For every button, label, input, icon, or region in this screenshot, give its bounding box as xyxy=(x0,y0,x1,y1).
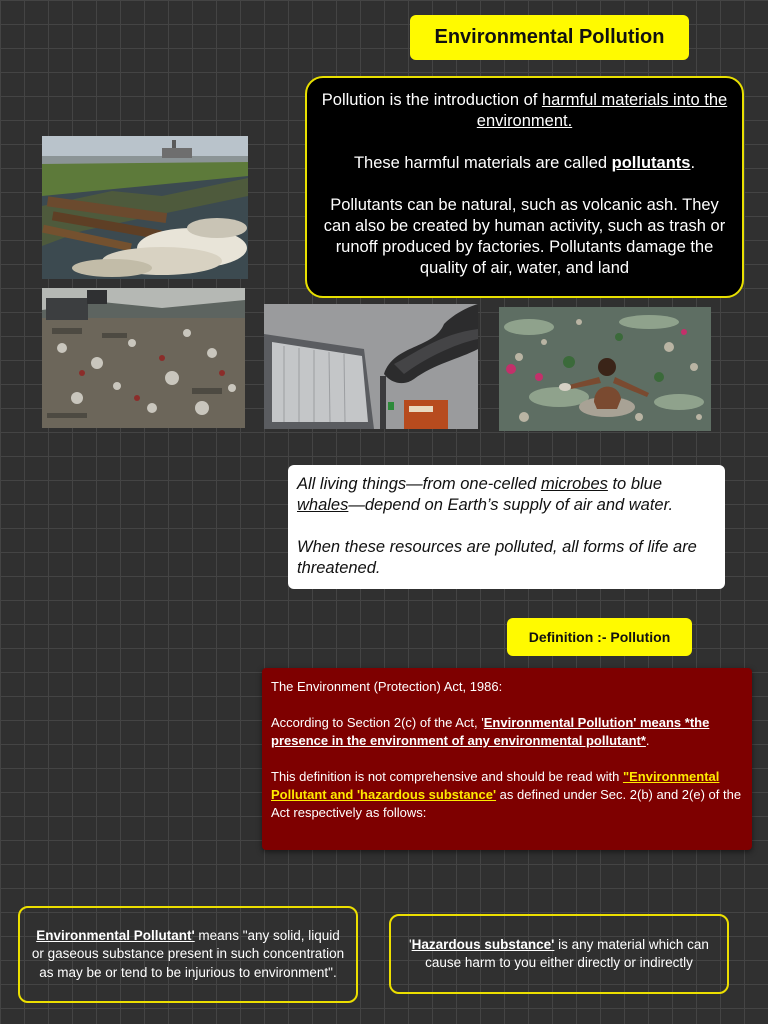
environmental-pollutant-term: Environmental Pollutant' xyxy=(36,927,195,943)
legal-definition-box xyxy=(262,668,752,850)
body-text: is any material which can cause harm to you either directly or indirectly xyxy=(425,936,709,970)
section-2c-paragraph xyxy=(271,714,742,750)
quote-mark: ' xyxy=(409,936,412,952)
intro-text: These harmful materials are called xyxy=(353,154,612,172)
environmental-pollution-term: Environmental Pollution' means *the presence in the environment of any environmental pollutant* xyxy=(271,715,710,748)
environmental-pollutant-definition xyxy=(18,906,358,1003)
living-things-paragraph xyxy=(297,474,716,516)
body-text: . xyxy=(645,733,650,748)
page-title: Environmental Pollution xyxy=(410,15,689,60)
pollutants-term[interactable]: pollutants xyxy=(611,154,691,172)
harmful-materials-link[interactable]: harmful materials into the environment. xyxy=(476,91,728,130)
pollutant-hazardous-term: "Environmental Pollutant and 'hazardous substance' xyxy=(271,769,720,802)
pollutant-definition-text xyxy=(30,927,346,983)
threatened-paragraph: When these resources are polluted, all forms of life are threatened. xyxy=(297,538,697,577)
factory-runoff-photo xyxy=(42,136,248,279)
whales-link[interactable]: whales xyxy=(297,496,349,514)
microbes-link[interactable]: microbes xyxy=(540,475,608,493)
definition-heading: Definition :- Pollution xyxy=(507,618,692,656)
intro-paragraph-2 xyxy=(317,153,732,174)
intro-box xyxy=(305,76,744,298)
body-text: According to Section 2(c) of the Act, ' xyxy=(271,715,484,730)
intro-paragraph-1 xyxy=(317,90,732,132)
act-title: The Environment (Protection) Act, 1986: xyxy=(271,679,503,694)
living-things-box xyxy=(288,465,725,589)
hazardous-definition-text xyxy=(401,936,717,973)
hazardous-substance-definition xyxy=(389,914,729,994)
comprehensive-note-paragraph xyxy=(271,768,742,822)
hazardous-substance-term: Hazardous substance' xyxy=(411,936,555,952)
landfill-photo xyxy=(42,288,245,428)
polluted-water-child-photo xyxy=(499,307,711,431)
body-text: to blue xyxy=(607,475,663,493)
smokestack-truck-photo xyxy=(264,304,478,429)
intro-text: Pollution is the introduction of xyxy=(321,91,542,109)
body-text: This definition is not comprehensive and should be read with xyxy=(271,769,623,784)
body-text: —depend on Earth’s supply of air and water. xyxy=(348,496,674,514)
body-text: All living things—from one-celled xyxy=(297,475,541,493)
intro-paragraph-3: Pollutants can be natural, such as volcanic ash. They can also be created by human activity, such as trash or runoff produced by factories. Pollutants damage the quality of air, water, and land xyxy=(323,196,726,277)
body-text: means "any solid, liquid or gaseous substance present in such concentration as may be or tend to be injurious to environment". xyxy=(31,927,345,980)
body-text: as defined under Sec. 2(b) and 2(e) of the Act respectively as follows: xyxy=(271,787,742,820)
intro-text: . xyxy=(690,154,696,172)
